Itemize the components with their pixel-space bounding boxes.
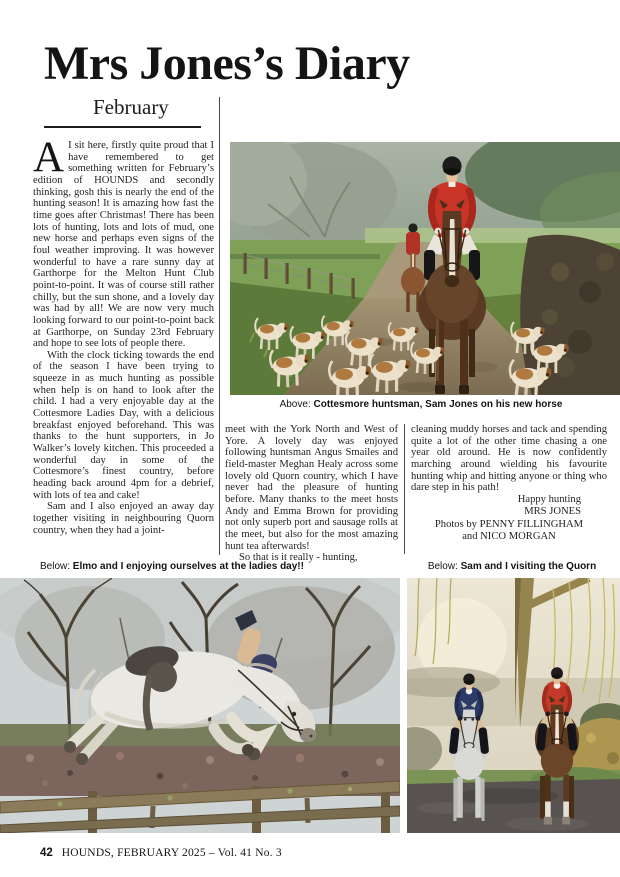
jumping-horse-illustration xyxy=(0,578,400,833)
page-footer xyxy=(40,847,282,859)
article-column-1 xyxy=(33,134,214,536)
photo-credit-line-2: and NICO MORGAN xyxy=(462,531,556,543)
two-riders-on-road-photo xyxy=(407,578,620,833)
signoff-happy-hunting: Happy hunting xyxy=(517,493,581,505)
photo-credit-line-1: Photos by PENNY FILLINGHAM xyxy=(434,518,584,530)
drop-cap: A xyxy=(33,134,65,181)
grey-horse-jumping-hedge-photo xyxy=(0,578,400,833)
huntsman-photo-illustration xyxy=(230,142,620,395)
paragraph: cleaning muddy horses and tack and spending quite a lot of the other time chasing a one year old around. He is now confidently marching around wielding his favourite hunting whip and hitting anyone or thing who dare step in his path! xyxy=(411,424,607,494)
page-number: 42 xyxy=(40,847,53,859)
caption-prefix: Above: xyxy=(279,399,311,410)
caption-below-left xyxy=(40,561,304,572)
column-divider-right xyxy=(404,424,405,554)
huntsman-with-hounds-photo xyxy=(230,142,620,395)
signoff-mrs-jones: MRS JONES xyxy=(524,506,581,518)
article-column-2 xyxy=(225,424,398,564)
caption-prefix: Below: xyxy=(427,561,458,572)
column-divider-left xyxy=(219,97,220,555)
caption-above xyxy=(226,399,616,410)
caption-text: Elmo and I enjoying ourselves at the ladies day!! xyxy=(72,561,304,572)
subtitle-rule xyxy=(44,126,201,128)
paragraph: With the clock ticking towards the end of the season I have been trying to squeeze in as much hunting as possible when help is on hand to look after the child. I had a very enjoyable day at the Cottesmore Ladies Day, with a delicious breakfast enjoyed beforehand. This was thanks to the hunt supporters, in Jo Walker’s lovely kitchen. This proceeded a wonderful day in some of the Cottesmore’s finest country, before heading back around 4pm for a debrief, with lots of tea and cake! xyxy=(33,349,214,501)
caption-below-right xyxy=(404,561,620,572)
issue-line: HOUNDS, FEBRUARY 2025 – Vol. 41 No. 3 xyxy=(61,847,282,859)
paragraph-text: I sit here, firstly quite proud that I have remembered to get something written for February’s edition of HOUNDS and secondly thinking, gosh this is nearly the end of the hunting season! It is amazing how fast the time goes after Christmas! There has been lots of hunting, lots and lots of mud, one new horse and perhaps even signs of the foul weather improving. It was however wonderful to have a rare sunny day at Garthorpe for the Melton Hunt Club point-to-point. It was of course still rather chilly, but the sun shone, and a lovely day was had by all! We are now very much looking forward to our point-to-point back at Garthorpe, on Sunday 23rd February and hope to see lots of people there. xyxy=(33,140,214,350)
two-riders-illustration xyxy=(407,578,620,833)
paragraph: So that is it really - hunting, xyxy=(239,552,358,564)
caption-text: Sam and I visiting the Quorn xyxy=(460,561,597,572)
paragraph xyxy=(33,134,214,350)
article-column-3 xyxy=(411,424,607,544)
page-subtitle: February xyxy=(93,95,169,119)
paragraph: Sam and I also enjoyed an away day together visiting in neighbouring Quorn country, when they had a joint- xyxy=(33,501,214,536)
photo-road xyxy=(407,779,620,833)
page-title: Mrs Jones’s Diary xyxy=(44,37,410,90)
caption-text: Cottesmore huntsman, Sam Jones on his new horse xyxy=(313,399,563,410)
paragraph: meet with the York North and West of Yore. A lovely day was enjoyed following huntsman Angus Smailes and field-master Meghan Healy across some lovely old Quorn country, which I have never had the pleasure of hunting before. Many thanks to the meet hosts Andy and Emma Brown for providing not only superb port and sausage rolls at the meet, but also for the most amazing hunt tea afterwards! xyxy=(225,424,398,552)
caption-prefix: Below: xyxy=(40,561,71,572)
